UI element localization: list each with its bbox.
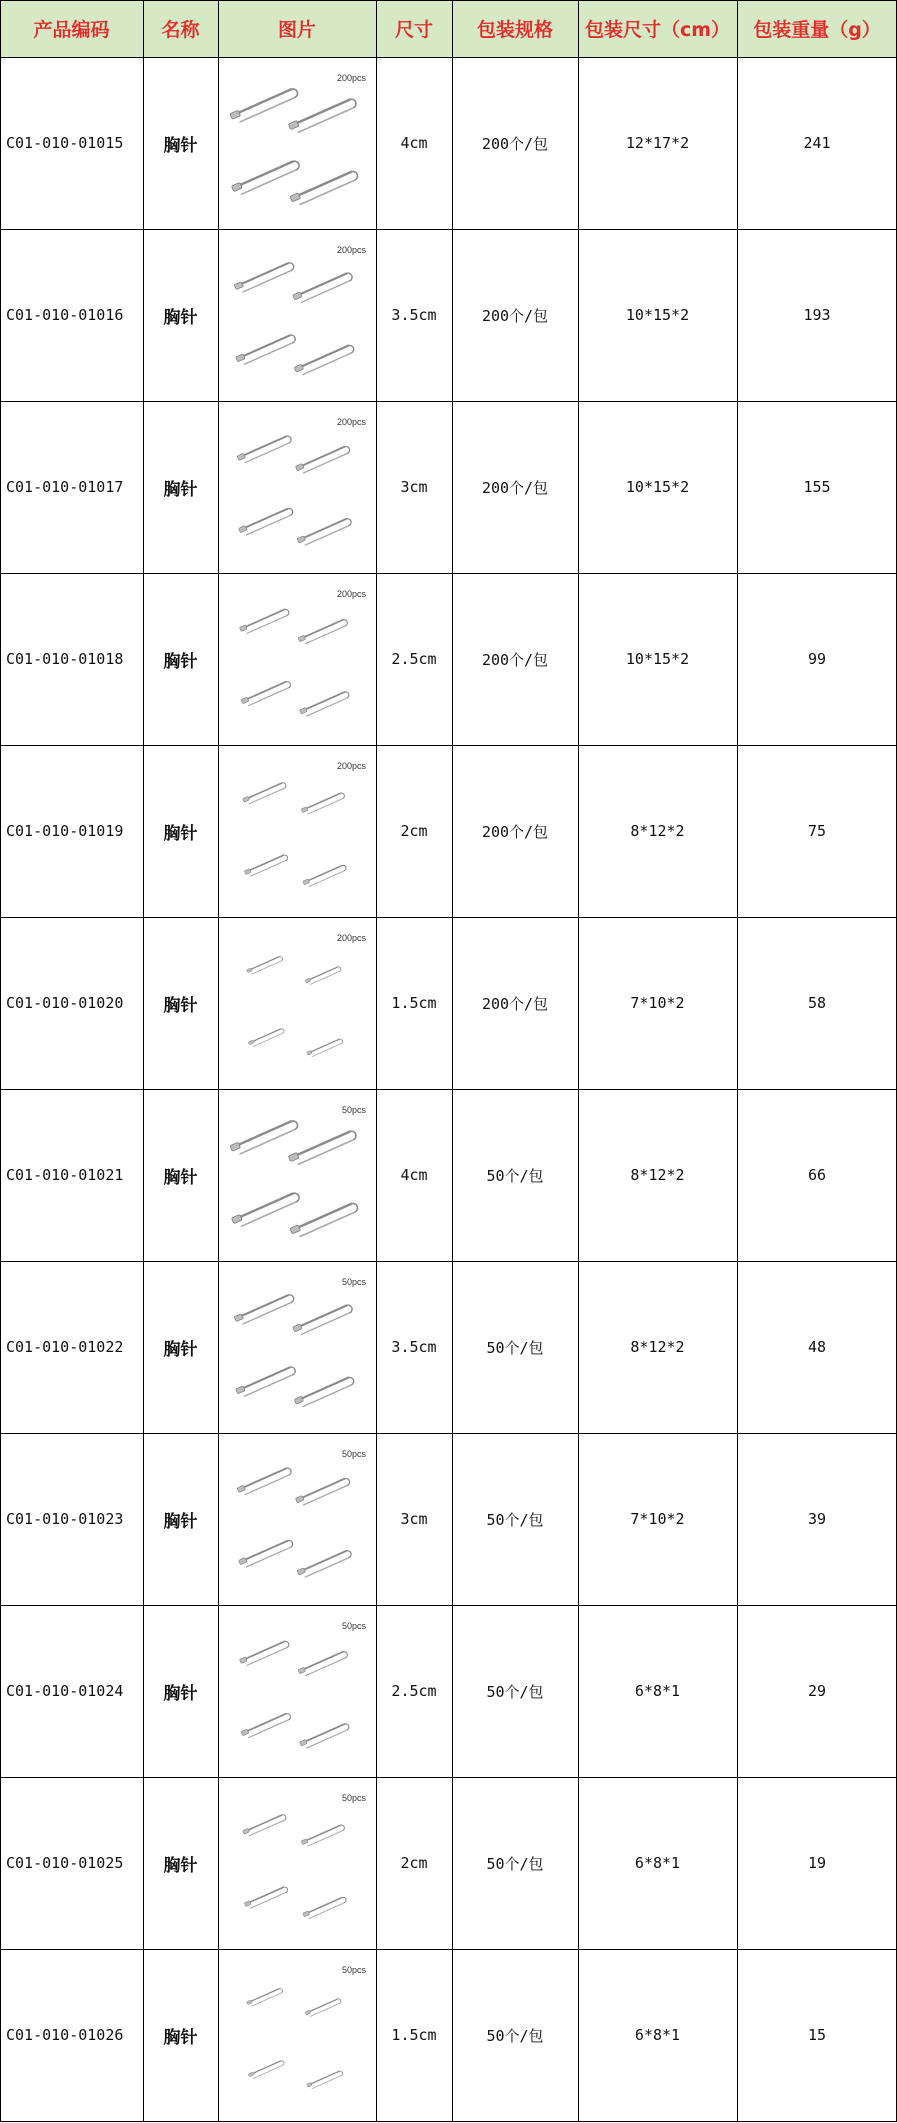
pcs-label: 50pcs [341, 1793, 366, 1803]
safety-pin-icon [231, 157, 300, 196]
product-code: C01-010-01021 [6, 1166, 124, 1184]
safety-pin-icon [307, 1037, 344, 1058]
pack-spec: 200个/包 [481, 650, 549, 669]
safety-pin-icon [307, 2069, 344, 2090]
pin-size: 2cm [400, 1854, 428, 1872]
safety-pin-icon [241, 1711, 291, 1740]
product-image [218, 1949, 376, 2121]
product-name: 胸针 [163, 823, 198, 844]
pack-weight: 19 [807, 1854, 827, 1872]
product-image [218, 57, 376, 229]
safety-pin-icon [301, 791, 345, 816]
safety-pin-icon [294, 342, 355, 376]
product-code: C01-010-01018 [6, 650, 124, 668]
pack-weight: 48 [807, 1338, 827, 1356]
safety-pin-icon [247, 955, 284, 976]
pack-dims: 10*15*2 [625, 478, 690, 496]
safety-pin-icon [244, 853, 288, 878]
pack-spec: 200个/包 [481, 478, 549, 497]
pcs-label: 50pcs [341, 1105, 366, 1115]
pack-dims: 6*8*1 [634, 1854, 681, 1872]
grid-line-vertical [578, 0, 579, 2121]
safety-pin-icon [239, 1537, 294, 1568]
grid-line-vertical [218, 0, 219, 2121]
safety-pin-icon [230, 85, 299, 124]
safety-pin-icon [295, 444, 350, 475]
safety-pin-icon [230, 1117, 299, 1156]
safety-pin-icon [293, 1302, 354, 1336]
pack-dims: 12*17*2 [625, 134, 690, 152]
safety-pin-icon [288, 96, 357, 135]
pack-spec: 50个/包 [486, 1854, 544, 1873]
product-name: 胸针 [163, 995, 198, 1016]
grid-line-vertical [0, 0, 1, 2121]
product-name: 胸针 [163, 1855, 198, 1876]
header-name: 名称 [143, 0, 218, 57]
product-code: C01-010-01016 [6, 306, 124, 324]
safety-pin-icon [305, 965, 342, 986]
grid-line-horizontal [0, 1605, 897, 1606]
safety-pin-icon [301, 1823, 345, 1848]
pin-size: 3cm [400, 478, 428, 496]
safety-pins-photo [218, 1949, 376, 2121]
pcs-label: 200pcs [336, 73, 366, 83]
pack-dims: 7*10*2 [630, 994, 685, 1012]
pin-size: 2cm [400, 822, 428, 840]
pack-spec: 50个/包 [486, 1166, 544, 1185]
product-code: C01-010-01024 [6, 1682, 124, 1700]
pack-spec: 50个/包 [486, 1682, 544, 1701]
safety-pins-photo [218, 229, 376, 401]
pcs-label: 200pcs [336, 761, 366, 771]
safety-pin-icon [243, 1812, 287, 1837]
header-code: 产品编码 [0, 0, 143, 57]
pack-spec: 200个/包 [481, 134, 549, 153]
pin-size: 1.5cm [391, 2026, 437, 2044]
pack-weight: 58 [807, 994, 827, 1012]
grid-line-horizontal [0, 0, 897, 1]
grid-line-vertical [143, 0, 144, 2121]
product-image [218, 229, 376, 401]
pack-dims: 8*12*2 [630, 1338, 685, 1356]
safety-pin-icon [295, 1476, 350, 1507]
product-name: 胸针 [163, 1167, 198, 1188]
pack-dims: 8*12*2 [630, 1166, 685, 1184]
grid-line-horizontal [0, 229, 897, 230]
safety-pin-icon [303, 863, 347, 888]
safety-pins-photo [218, 917, 376, 1089]
product-image [218, 917, 376, 1089]
pack-dims: 6*8*1 [634, 1682, 681, 1700]
pack-weight: 193 [803, 306, 831, 324]
product-name: 胸针 [163, 1339, 198, 1360]
safety-pin-icon [290, 168, 359, 207]
pin-size: 3.5cm [391, 306, 437, 324]
safety-pins-photo [218, 573, 376, 745]
pin-size: 3.5cm [391, 1338, 437, 1356]
header-weight: 包装重量（g） [737, 0, 897, 57]
pack-dims: 10*15*2 [625, 650, 690, 668]
safety-pin-icon [247, 1987, 284, 2008]
safety-pins-photo [218, 1777, 376, 1949]
product-code: C01-010-01026 [6, 2026, 124, 2044]
header-pack-dims: 包装尺寸（cm） [578, 0, 737, 57]
grid-line-horizontal [0, 1433, 897, 1434]
safety-pin-icon [243, 780, 287, 805]
grid-line-horizontal [0, 2121, 897, 2122]
pack-spec: 200个/包 [481, 306, 549, 325]
product-image [218, 1777, 376, 1949]
pcs-label: 50pcs [341, 1449, 366, 1459]
product-name: 胸针 [163, 1683, 198, 1704]
safety-pins-photo [218, 1261, 376, 1433]
pack-weight: 66 [807, 1166, 827, 1184]
pin-size: 3cm [400, 1510, 428, 1528]
safety-pins-photo [218, 745, 376, 917]
safety-pin-icon [300, 1721, 350, 1750]
pack-spec: 200个/包 [481, 822, 549, 841]
product-code: C01-010-01020 [6, 994, 124, 1012]
safety-pin-icon [290, 1200, 359, 1239]
safety-pin-icon [305, 1997, 342, 2018]
header-size: 尺寸 [376, 0, 452, 57]
pack-dims: 10*15*2 [625, 306, 690, 324]
pack-weight: 39 [807, 1510, 827, 1528]
product-image [218, 401, 376, 573]
safety-pins-photo [218, 1605, 376, 1777]
pcs-label: 50pcs [341, 1965, 366, 1975]
pcs-label: 200pcs [336, 589, 366, 599]
safety-pin-icon [248, 2059, 285, 2080]
pack-weight: 99 [807, 650, 827, 668]
safety-pin-icon [241, 679, 291, 708]
safety-pins-photo [218, 1089, 376, 1261]
pack-spec: 50个/包 [486, 2026, 544, 2045]
grid-line-horizontal [0, 917, 897, 918]
product-image [218, 1605, 376, 1777]
pin-size: 2.5cm [391, 1682, 437, 1700]
product-code: C01-010-01019 [6, 822, 124, 840]
safety-pin-icon [237, 433, 292, 464]
safety-pin-icon [303, 1895, 347, 1920]
pcs-label: 200pcs [336, 933, 366, 943]
safety-pin-icon [234, 1292, 295, 1326]
grid-line-horizontal [0, 1777, 897, 1778]
pack-spec: 50个/包 [486, 1338, 544, 1357]
safety-pin-icon [300, 689, 350, 718]
pack-weight: 15 [807, 2026, 827, 2044]
grid-line-vertical [376, 0, 377, 2121]
product-name: 胸针 [163, 479, 198, 500]
safety-pin-icon [234, 260, 295, 294]
pcs-label: 200pcs [336, 245, 366, 255]
safety-pins-photo [218, 1433, 376, 1605]
product-image [218, 745, 376, 917]
product-image [218, 1433, 376, 1605]
product-code: C01-010-01025 [6, 1854, 124, 1872]
pack-weight: 241 [803, 134, 831, 152]
pack-weight: 155 [803, 478, 831, 496]
pin-size: 4cm [400, 134, 428, 152]
header-image: 图片 [218, 0, 376, 57]
grid-line-horizontal [0, 1261, 897, 1262]
product-image [218, 573, 376, 745]
pack-dims: 7*10*2 [630, 1510, 685, 1528]
product-name: 胸针 [163, 651, 198, 672]
safety-pin-icon [236, 332, 297, 366]
pack-spec: 200个/包 [481, 994, 549, 1013]
product-name: 胸针 [163, 307, 198, 328]
pack-spec: 50个/包 [486, 1510, 544, 1529]
product-code: C01-010-01017 [6, 478, 124, 496]
product-code: C01-010-01022 [6, 1338, 124, 1356]
safety-pin-icon [248, 1027, 285, 1048]
product-name: 胸针 [163, 2027, 198, 2048]
grid-line-horizontal [0, 1089, 897, 1090]
grid-line-vertical [452, 0, 453, 2121]
safety-pin-icon [239, 505, 294, 536]
pack-weight: 75 [807, 822, 827, 840]
pack-dims: 8*12*2 [630, 822, 685, 840]
product-name: 胸针 [163, 135, 198, 156]
safety-pin-icon [231, 1189, 300, 1228]
grid-line-horizontal [0, 401, 897, 402]
safety-pin-icon [237, 1465, 292, 1496]
pcs-label: 50pcs [341, 1277, 366, 1287]
safety-pin-icon [297, 516, 352, 547]
header-pack-spec: 包装规格 [452, 0, 578, 57]
safety-pin-icon [293, 270, 354, 304]
safety-pin-icon [239, 1639, 289, 1668]
pcs-label: 200pcs [336, 417, 366, 427]
grid-line-vertical [737, 0, 738, 2121]
safety-pin-icon [298, 617, 348, 646]
pin-size: 1.5cm [391, 994, 437, 1012]
product-code: C01-010-01015 [6, 134, 124, 152]
pcs-label: 50pcs [341, 1621, 366, 1631]
pack-weight: 29 [807, 1682, 827, 1700]
safety-pins-photo [218, 57, 376, 229]
grid-line-horizontal [0, 573, 897, 574]
product-image [218, 1261, 376, 1433]
safety-pin-icon [244, 1885, 288, 1910]
safety-pins-photo [218, 401, 376, 573]
safety-pin-icon [298, 1649, 348, 1678]
grid-line-horizontal [0, 57, 897, 58]
safety-pin-icon [297, 1548, 352, 1579]
product-code: C01-010-01023 [6, 1510, 124, 1528]
safety-pin-icon [288, 1128, 357, 1167]
product-name: 胸针 [163, 1511, 198, 1532]
safety-pin-icon [239, 607, 289, 636]
pin-size: 2.5cm [391, 650, 437, 668]
pin-size: 4cm [400, 1166, 428, 1184]
safety-pin-icon [236, 1364, 297, 1398]
pack-dims: 6*8*1 [634, 2026, 681, 2044]
safety-pin-icon [294, 1374, 355, 1408]
grid-line-horizontal [0, 745, 897, 746]
product-image [218, 1089, 376, 1261]
grid-line-horizontal [0, 1949, 897, 1950]
